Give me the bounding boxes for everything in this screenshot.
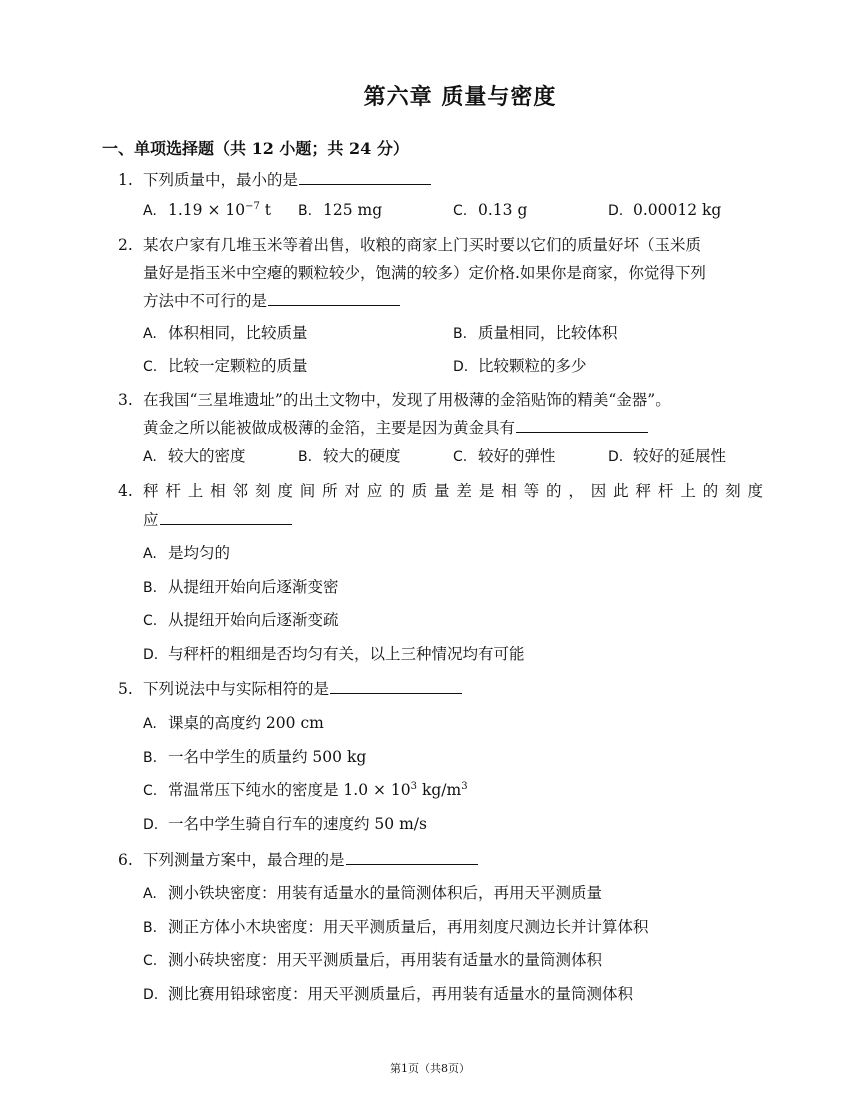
question-stem-line: 某农户家有几堆玉米等着出售，收粮的商家上门买时要以它们的质量好坏（玉米质 (143, 236, 702, 254)
question-1 (118, 167, 763, 227)
question-6 (118, 844, 763, 1011)
option-b[interactable]: B. 125 mg (298, 201, 383, 219)
option-b[interactable]: B. 测正方体小木块密度：用天平测质量后，再用刻度尺测边长并计算体积 (143, 917, 649, 936)
question-number: 3. (118, 391, 133, 409)
section-heading: 一、单项选择题（共 12 小题；共 24 分） (102, 139, 409, 158)
answer-blank[interactable] (268, 290, 400, 306)
option-a[interactable]: A. 测小铁块密度：用装有适量水的量筒测体积后，再用天平测质量 (143, 884, 603, 902)
option-a[interactable]: A. 课桌的高度约 200 cm (143, 714, 324, 732)
option-b[interactable]: B. 质量相同，比较体积 (453, 324, 618, 342)
question-stem-line: 秤杆上相邻刻度间所对应的质量差是相等的，因此秤杆上的刻度 (143, 482, 763, 500)
answer-blank[interactable] (299, 169, 431, 185)
question-stem-line: 量好是指玉米中空瘪的颗粒较少，饱满的较多）定价格.如果你是商家，你觉得下列 (143, 264, 706, 282)
option-c[interactable]: C. 从提纽开始向后逐渐变疏 (143, 611, 339, 629)
option-a[interactable]: A. 较大的密度 (143, 447, 246, 465)
question-4 (118, 477, 763, 671)
option-c[interactable]: C. 0.13 g (453, 201, 528, 219)
question-number: 2. (118, 236, 133, 254)
question-stem-line: 在我国“三星堆遗址”的出土文物中，发现了用极薄的金箔贴饰的精美“金器”。 (143, 391, 671, 409)
question-list (118, 167, 763, 1011)
option-c[interactable]: C. 常温常压下纯水的密度是 $1.0 \times 10^3$ $kg/m^3$ (143, 780, 468, 799)
question-2 (118, 231, 763, 383)
question-number: 5. (118, 680, 133, 698)
option-c[interactable]: C. 测小砖块密度：用天平测质量后，再用装有适量水的量筒测体积 (143, 951, 603, 969)
option-d[interactable]: D. 一名中学生骑自行车的速度约 50 m/s (143, 814, 427, 833)
question-stem-line: 黄金之所以能被做成极薄的金箔，主要是因为黄金具有 (143, 419, 516, 437)
option-d[interactable]: D. 较好的延展性 (608, 447, 727, 465)
option-c[interactable]: C. 较好的弹性 (453, 447, 556, 465)
question-number: 4. (118, 482, 133, 500)
answer-blank[interactable] (160, 509, 292, 525)
question-stem: 下列说法中与实际相符的是 (143, 680, 330, 698)
page-title: 第六章 质量与密度 (363, 84, 557, 110)
answer-blank[interactable] (346, 849, 478, 865)
option-c[interactable]: C. 比较一定颗粒的质量 (143, 357, 308, 375)
option-b[interactable]: B. 一名中学生的质量约 500 kg (143, 747, 367, 766)
option-a[interactable]: A. 是均匀的 (143, 544, 231, 562)
question-number: 6. (118, 851, 133, 869)
question-stem-line: 应 (143, 511, 159, 529)
option-d[interactable]: D. 0.00012 kg (608, 201, 722, 219)
question-3 (118, 386, 763, 472)
option-d[interactable]: D. 与秤杆的粗细是否均匀有关，以上三种情况均有可能 (143, 644, 525, 663)
option-d[interactable]: D. 测比赛用铅球密度：用天平测质量后，再用装有适量水的量筒测体积 (143, 984, 634, 1003)
option-d[interactable]: D. 比较颗粒的多少 (453, 357, 587, 375)
question-stem: 下列质量中，最小的是 (143, 171, 299, 189)
option-b[interactable]: B. 较大的硬度 (298, 447, 401, 465)
question-number: 1. (118, 171, 133, 189)
question-stem-line: 方法中不可行的是 (143, 292, 268, 310)
question-stem: 下列测量方案中，最合理的是 (143, 851, 345, 869)
option-a[interactable]: A. $1.19 \times 10^{-7}$ t (143, 200, 271, 219)
page-footer: 第1页（共8页） (390, 1062, 470, 1075)
answer-blank[interactable] (330, 678, 462, 694)
option-a[interactable]: A. 体积相同，比较质量 (143, 324, 308, 342)
option-b[interactable]: B. 从提纽开始向后逐渐变密 (143, 577, 339, 596)
answer-blank[interactable] (516, 417, 648, 433)
question-5 (118, 673, 763, 841)
